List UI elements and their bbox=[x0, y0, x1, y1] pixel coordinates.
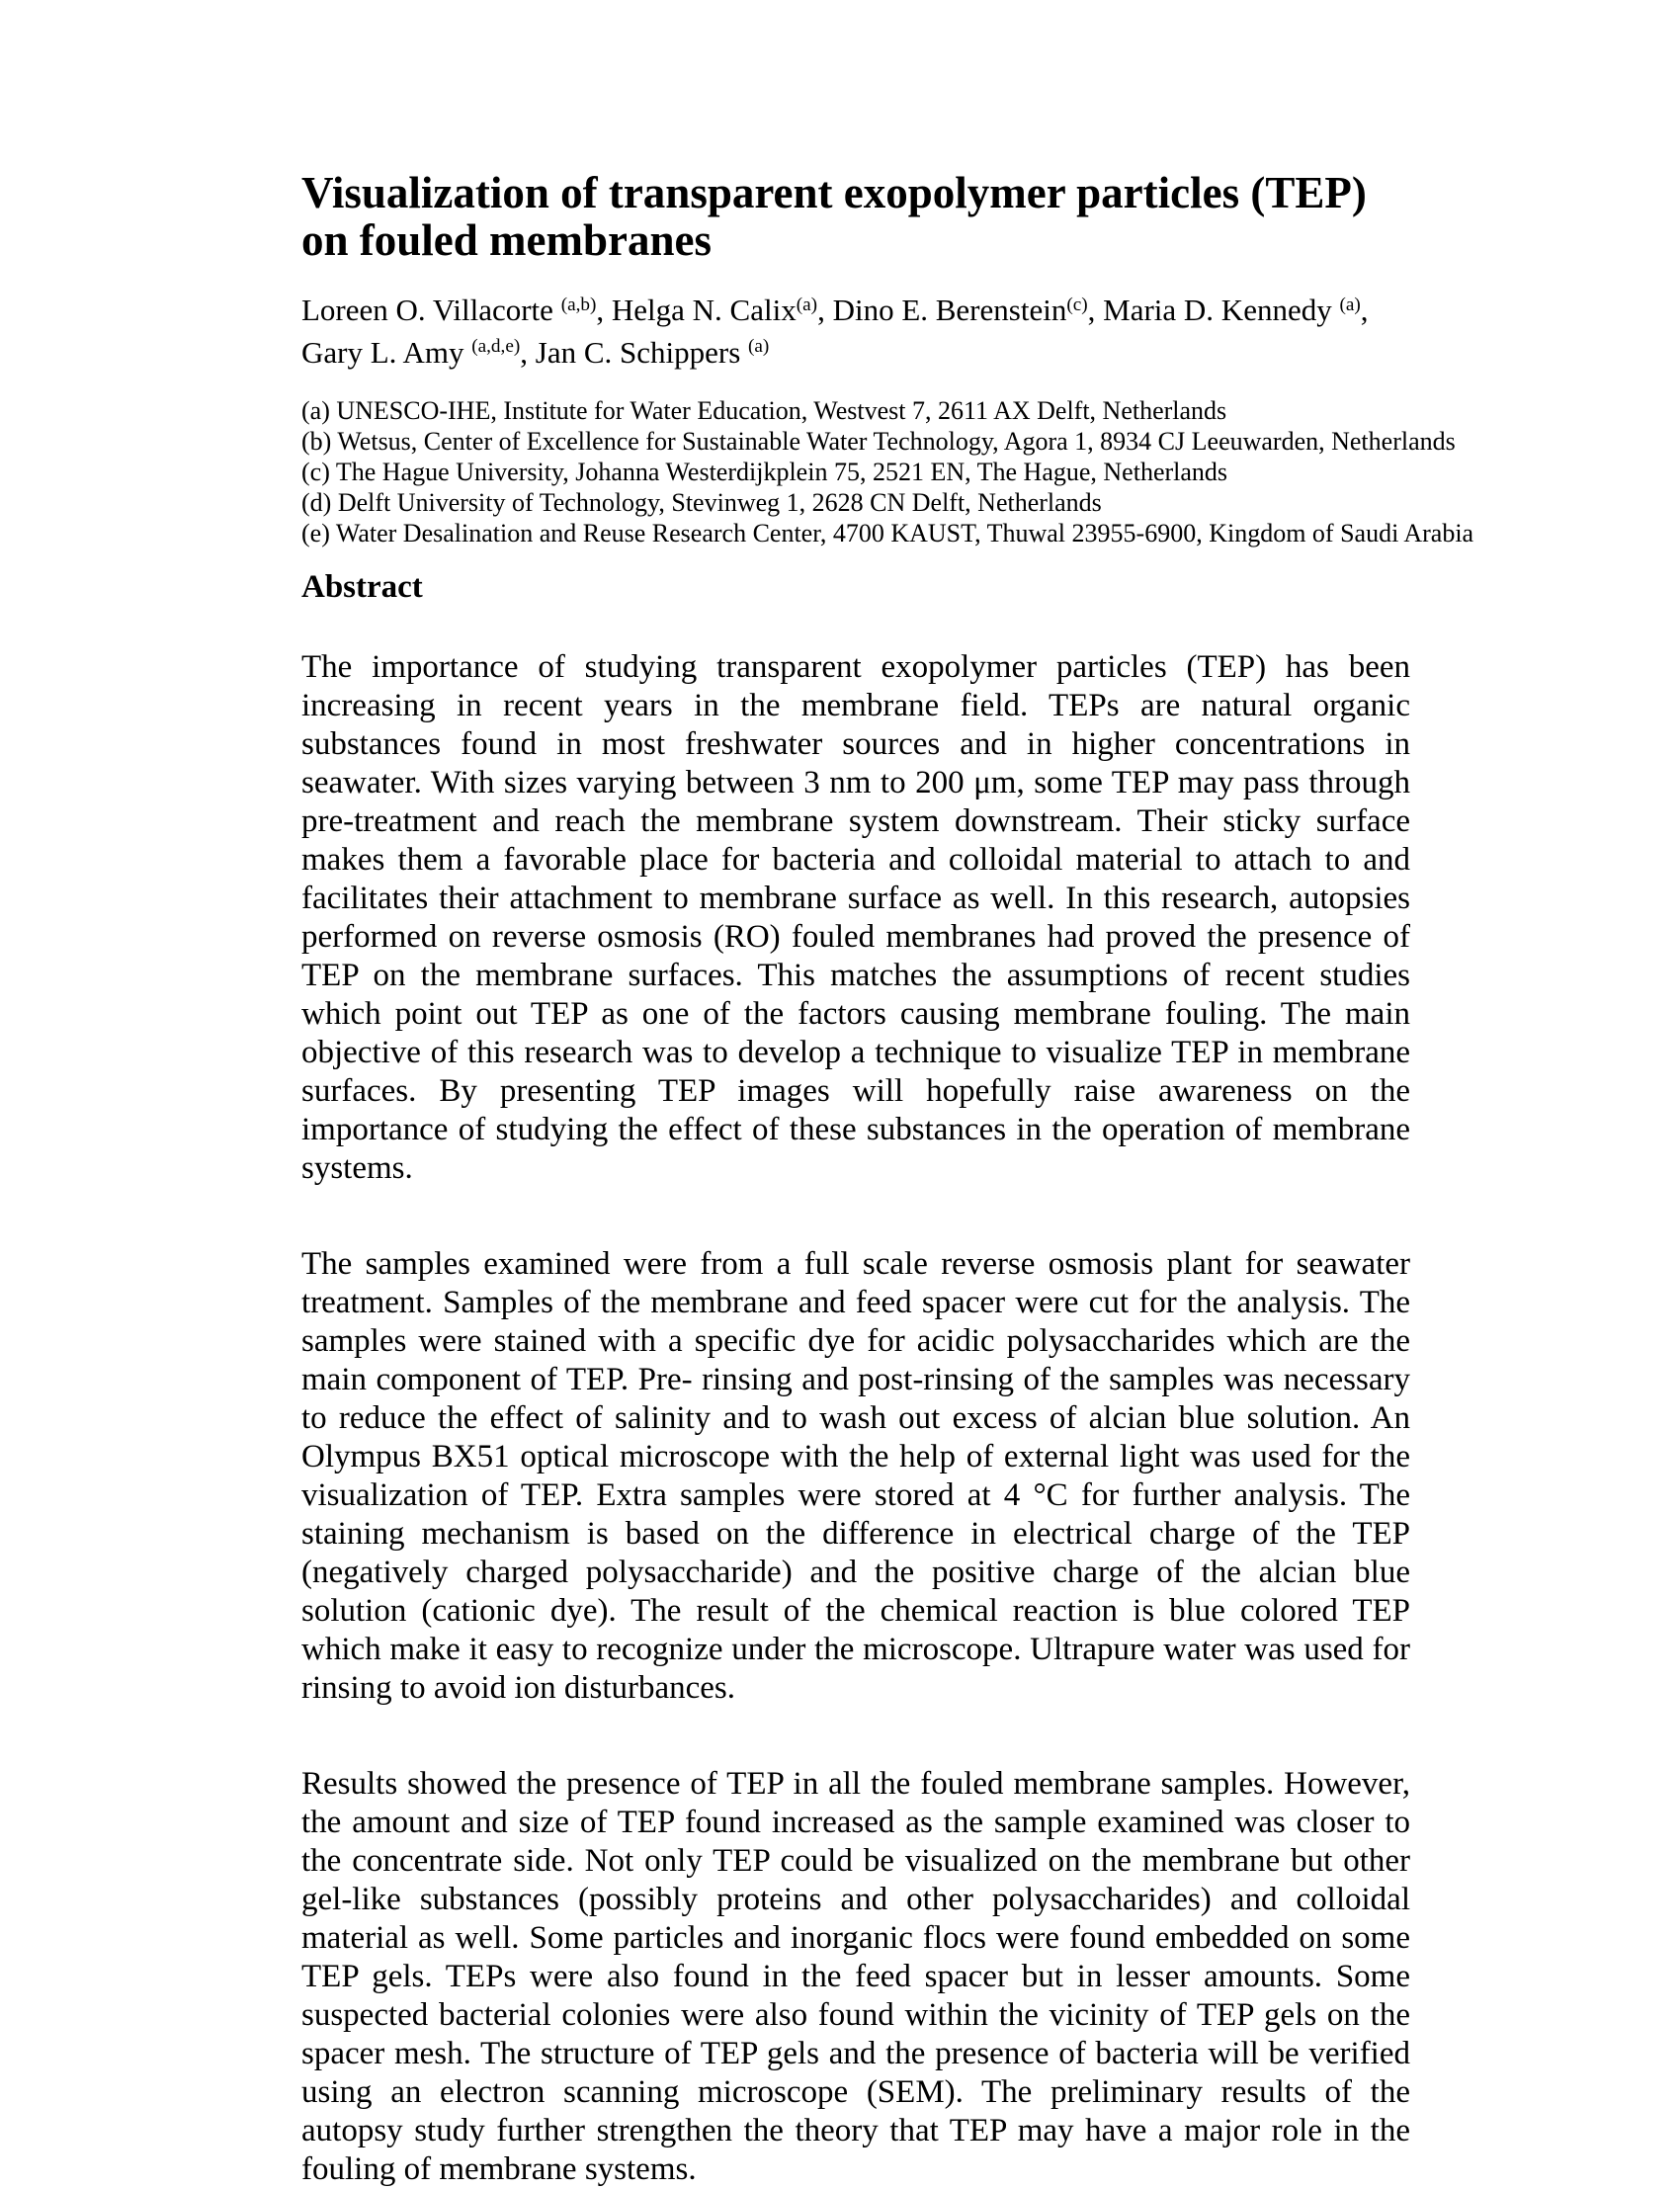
author-line: Loreen O. Villacorte $^{(a,b)}$, Helga N. Calix$^{(a)}$, Dino E. Berenstein$^{(c)}$, Maria D. Kennedy $^{(a)}$, Gary L. Amy $^{(a,d,e)}$, Jan C. Schippers $^{(a)}$ bbox=[301, 293, 1369, 370]
affiliation-item-a: (a) UNESCO-IHE, Institute for Water Education, Westvest 7, 2611 AX Delft, Netherlands bbox=[301, 395, 1227, 425]
abstract-paragraph-2: The samples examined were from a full scale reverse osmosis plant for seawater treatment. Samples of the membrane and feed spacer were cut for the analysis. The samples were stained with a specific dye for acidic polysaccharides which are the main component of TEP. Pre- rinsing and post-rinsing of the samples was necessary to reduce the effect of salinity and to wash out excess of alcian blue solution. An Olympus BX51 optical microscope with the help of external light was used for the visualization of TEP. Extra samples were stored at 4 °C for further analysis. The staining mechanism is based on the difference in electrical charge of the TEP (negatively charged polysaccharide) and the positive charge of the alcian blue solution (cationic dye). The result of the chemical reaction is blue colored TEP which make it easy to recognize under the microscope. Ultrapure water was used for rinsing to avoid ion disturbances. bbox=[301, 1245, 1410, 1706]
affiliation-item-d: (d) Delft University of Technology, Stevinweg 1, 2628 CN Delft, Netherlands bbox=[301, 487, 1102, 517]
affiliation-item-e: (e) Water Desalination and Reuse Research Center, 4700 KAUST, Thuwal 23955-6900, Kingdom of Saudi Arabia bbox=[301, 518, 1474, 547]
abstract-paragraph-1: The importance of studying transparent exopolymer particles (TEP) has been increasing in recent years in the membrane field. TEPs are natural organic substances found in most freshwater sources and in higher concentrations in seawater. With sizes varying between 3 nm to 200 μm, some TEP may pass through pre-treatment and reach the membrane system downstream. Their sticky surface makes them a favorable place for bacteria and colloidal material to attach to and facilitates their attachment to membrane surface as well. In this research, autopsies performed on reverse osmosis (RO) fouled membranes had proved the presence of TEP on the membrane surfaces. This matches the assumptions of recent studies which point out TEP as one of the factors causing membrane fouling. The main objective of this research was to develop a technique to visualize TEP in membrane surfaces. By presenting TEP images will hopefully raise awareness on the importance of studying the effect of these substances in the operation of membrane systems. bbox=[301, 648, 1410, 1186]
affiliation-item-b: (b) Wetsus, Center of Excellence for Sustainable Water Technology, Agora 1, 8934 CJ Leeuwarden, Netherlands bbox=[301, 426, 1456, 456]
affiliations-block bbox=[301, 395, 1474, 548]
paper-title: Visualization of transparent exopolymer particles (TEP) on fouled membranes bbox=[301, 168, 1367, 265]
affiliation-item-c: (c) The Hague University, Johanna Westerdijkplein 75, 2521 EN, The Hague, Netherlands bbox=[301, 457, 1228, 486]
abstract-heading: Abstract bbox=[301, 568, 423, 605]
abstract-paragraph-3: Results showed the presence of TEP in all the fouled membrane samples. However, the amount and size of TEP found increased as the sample examined was closer to the concentrate side. Not only TEP could be visualized on the membrane but other gel-like substances (possibly proteins and other polysaccharides) and colloidal material as well. Some particles and inorganic flocs were found embedded on some TEP gels. TEPs were also found in the feed spacer but in lesser amounts. Some suspected bacterial colonies were also found within the vicinity of TEP gels on the spacer mesh. The structure of TEP gels and the presence of bacteria will be verified using an electron scanning microscope (SEM). The preliminary results of the autopsy study further strengthen the theory that TEP may have a major role in the fouling of membrane systems. bbox=[301, 1765, 1410, 2187]
